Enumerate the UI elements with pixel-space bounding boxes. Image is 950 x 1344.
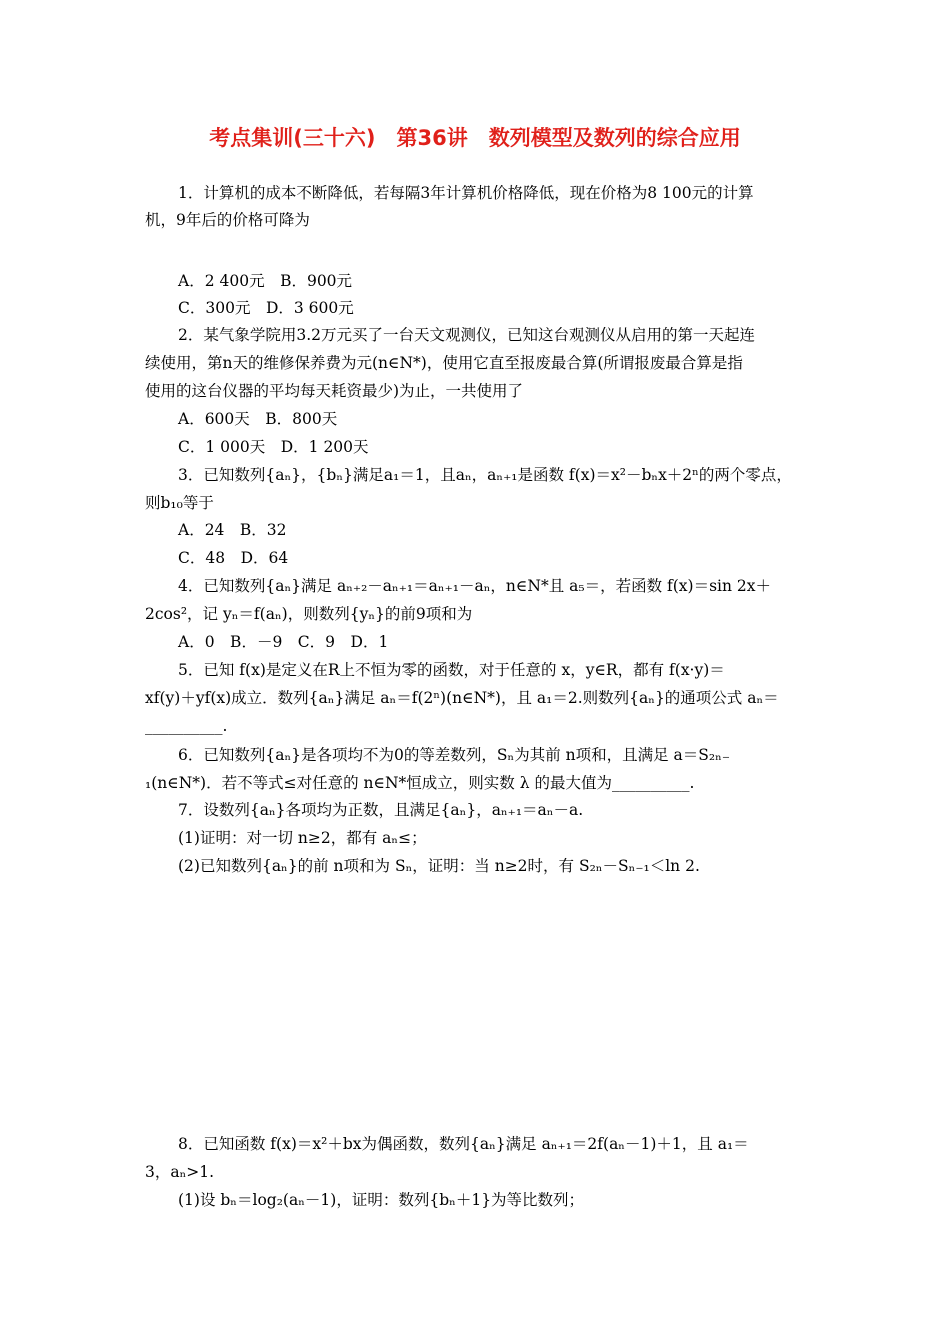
- question-7-line-1: 7．设数列{aₙ}各项均为正数，且满足{aₙ}，aₙ₊₁＝aₙ－a.: [178, 801, 584, 819]
- question-2-line-3: 使用的这台仪器的平均每天耗资最少)为止，一共使用了: [145, 382, 524, 400]
- question-1-options-cd: C．300元 D．3 600元: [178, 299, 354, 317]
- question-8-part-1: (1)设 bₙ＝log₂(aₙ－1)，证明：数列{bₙ＋1}为等比数列；: [178, 1191, 585, 1209]
- question-4-options: A．0 B．－9 C．9 D．1: [178, 633, 389, 651]
- question-8-line-1: 8．已知函数 f(x)＝x²＋bx为偶函数，数列{aₙ}满足 aₙ₊₁＝2f(aₙ－1)＋1，且 a₁＝: [178, 1135, 749, 1153]
- question-3-options-ab: A．24 B．32: [178, 521, 287, 539]
- question-4-line-2: 2cos²，记 yₙ＝f(aₙ)，则数列{yₙ}的前9项和为: [145, 605, 473, 623]
- question-2-options-cd: C．1 000天 D．1 200天: [178, 438, 369, 456]
- question-6-line-2: ₁(n∈N*)．若不等式≤对任意的 n∈N*恒成立，则实数 λ 的最大值为__________.: [145, 774, 695, 792]
- question-5-line-1: 5．已知 f(x)是定义在R上不恒为零的函数，对于任意的 x，y∈R，都有 f(x·y)＝: [178, 661, 725, 679]
- question-7-part-1: (1)证明：对一切 n≥2，都有 aₙ≤；: [178, 829, 427, 847]
- question-1-line-2: 机，9年后的价格可降为: [145, 211, 310, 229]
- question-1-line-1: 1．计算机的成本不断降低，若每隔3年计算机价格降低，现在价格为8 100元的计算: [178, 184, 754, 202]
- question-4-line-1: 4．已知数列{aₙ}满足 aₙ₊₂－aₙ₊₁＝aₙ₊₁－aₙ，n∈N*且 a₅＝，若函数 f(x)＝sin 2x＋: [178, 577, 772, 595]
- question-5-line-2: xf(y)＋yf(x)成立．数列{aₙ}满足 aₙ＝f(2ⁿ)(n∈N*)，且 a₁＝2.则数列{aₙ}的通项公式 aₙ＝: [145, 689, 779, 707]
- question-3-line-2: 则b₁₀等于: [145, 494, 214, 512]
- question-2-line-2: 续使用，第n天的维修保养费为元(n∈N*)，使用它直至报废最合算(所谓报废最合算是指: [145, 354, 743, 372]
- question-3-line-1: 3．已知数列{aₙ}，{bₙ}满足a₁＝1，且aₙ，aₙ₊₁是函数 f(x)＝x²－bₙx＋2ⁿ的两个零点，: [178, 466, 792, 484]
- question-8-line-2: 3，aₙ>1.: [145, 1163, 215, 1181]
- question-7-part-2: (2)已知数列{aₙ}的前 n项和为 Sₙ，证明：当 n≥2时，有 S₂ₙ－Sₙ₋₁＜ln 2.: [178, 857, 700, 875]
- question-1-options-ab: A．2 400元 B．900元: [178, 272, 353, 290]
- question-5-line-3: __________.: [145, 717, 228, 735]
- page-title: 考点集训(三十六) 第36讲 数列模型及数列的综合应用: [209, 126, 741, 150]
- question-2-options-ab: A．600天 B．800天: [178, 410, 338, 428]
- question-2-line-1: 2．某气象学院用3.2万元买了一台天文观测仪，已知这台观测仪从启用的第一天起连: [178, 326, 756, 344]
- question-3-options-cd: C．48 D．64: [178, 549, 289, 567]
- question-6-line-1: 6．已知数列{aₙ}是各项均不为0的等差数列，Sₙ为其前 n项和，且满足 a＝S₂ₙ₋: [178, 746, 731, 764]
